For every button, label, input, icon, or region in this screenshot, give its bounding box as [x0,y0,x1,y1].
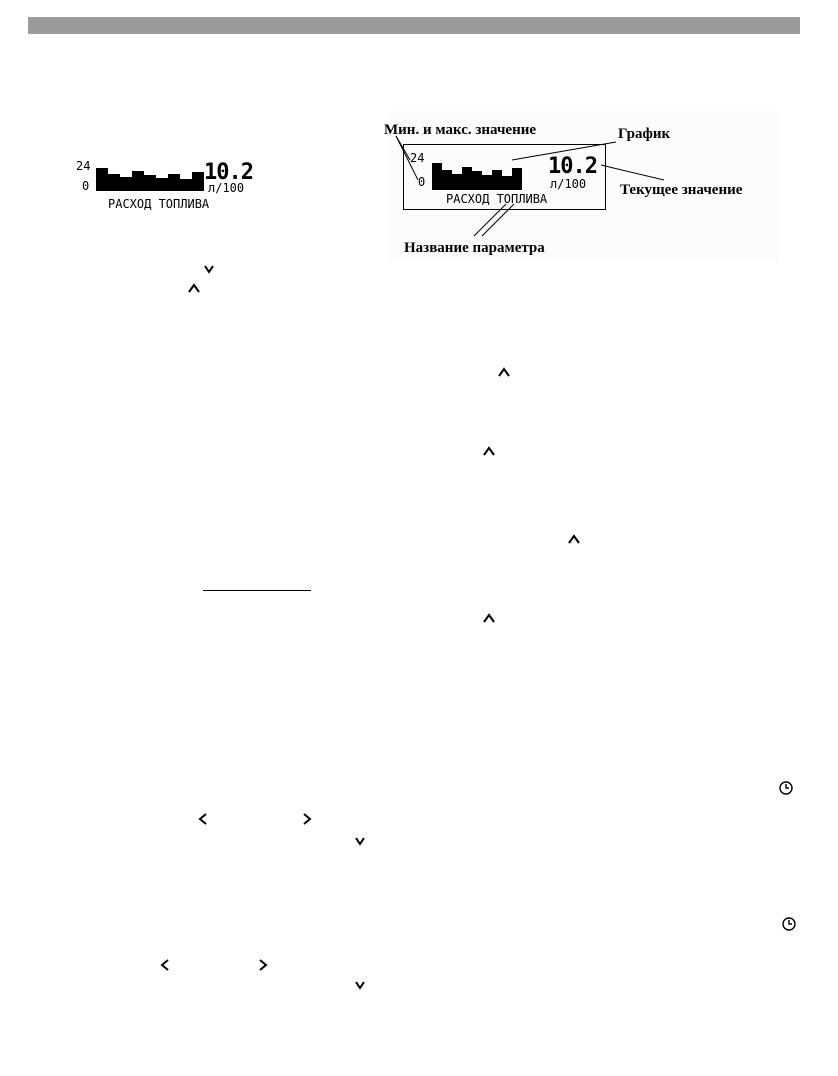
parameter-name: РАСХОД ТОПЛИВА [108,197,210,211]
chevron-right-icon [302,812,312,826]
parameter-name: РАСХОД ТОПЛИВА [446,192,548,206]
max-value-label: 24 [410,151,425,165]
current-value: 10.2 [548,154,597,179]
callout-param-name: Название параметра [404,240,545,256]
chevron-up-icon [482,445,496,457]
value-unit: л/100 [208,181,245,195]
chevron-down-icon [354,836,366,846]
min-value-label: 0 [82,179,90,193]
chevron-up-icon [187,282,201,294]
clock-icon [781,916,797,932]
callout-graph: График [618,126,671,142]
chevron-right-icon [258,958,268,972]
value-unit: л/100 [550,177,587,191]
callout-min-max: Мин. и макс. значение [384,122,537,138]
chevron-up-icon [497,366,511,378]
chevron-down-icon [354,980,366,990]
underline-rule [203,590,311,591]
chevron-up-icon [482,612,496,624]
max-value-label: 24 [76,159,91,173]
min-value-label: 0 [418,175,426,189]
callout-current-value: Текущее значение [620,182,743,198]
current-value: 10.2 [204,160,253,185]
clock-icon [778,780,794,796]
chevron-up-icon [567,533,581,545]
chevron-down-icon [203,264,215,274]
chevron-left-icon [160,958,170,972]
chevron-left-icon [198,812,208,826]
